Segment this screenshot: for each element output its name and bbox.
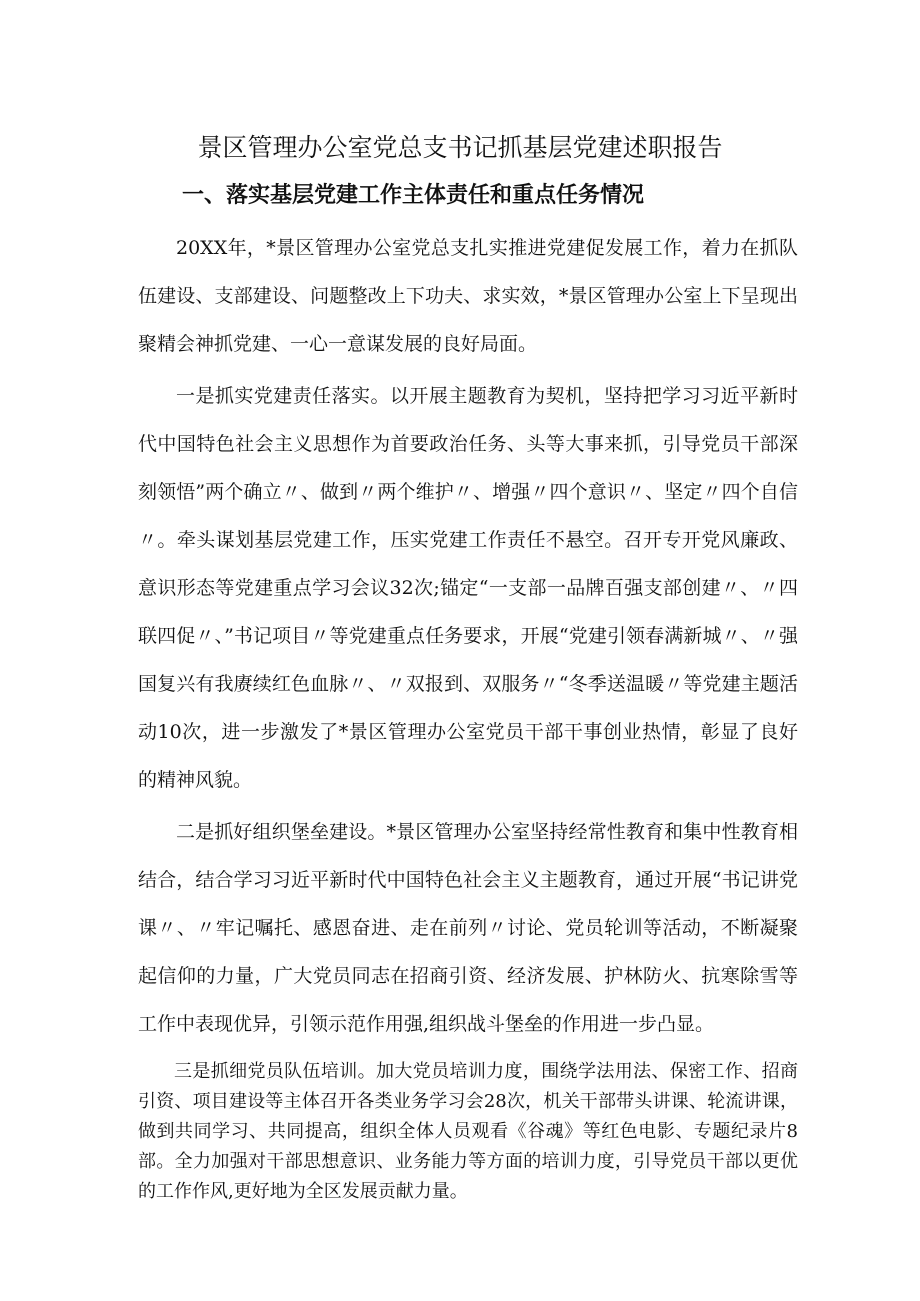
paragraph-intro: 20XX年，*景区管理办公室党总支扎实推进党建促发展工作，着力在抓队伍建设、支部建设、问题整改上下功夫、求实效，*景区管理办公室上下呈现出聚精会神抓党建、一心一意谋发展的良好局面。 — [138, 237, 798, 355]
paragraph-training: 三是抓细党员队伍培训。加大党员培训力度，围绕学法用法、保密工作、招商引资、项目建设等主体召开各类业务学习会28次，机关干部带头讲课、轮流讲课，做到共同学习、共同提高，组织全体人员观看《谷魂》等红色电影、专题纪录片8部。全力加强对干部思想意识、业务能力等方面的培训力度，引导党员干部以更优的工作作风,更好地为全区发展贡献力量。 — [138, 1061, 798, 1202]
paragraph-organization: 二是抓好组织堡垒建设。*景区管理办公室坚持经常性教育和集中性教育相结合，结合学习习近平新时代中国特色社会主义主题教育，通过开展“书记讲党课〃、〃牢记嘱托、感恩奋进、走在前列〃讨论、党员轮训等活动，不断凝聚起信仰的力量，广大党员同志在招商引资、经济发展、护林防火、抗寒除雪等工作中表现优异，引领示范作用强,组织战斗堡垒的作用进一步凸显。 — [138, 821, 798, 1035]
section-heading: 一、落实基层党建工作主体责任和重点任务情况 — [182, 183, 645, 208]
document-title: 景区管理办公室党总支书记抓基层党建述职报告 — [197, 133, 723, 162]
paragraph-responsibility: 一是抓实党建责任落实。以开展主题教育为契机，坚持把学习习近平新时代中国特色社会主义思想作为首要政治任务、头等大事来抓，引导党员干部深刻领悟”两个确立〃、做到〃两个维护〃、增强〃四个意识〃、坚定〃四个自信〃。牵头谋划基层党建工作，压实党建工作责任不悬空。召开专开党风廉政、意识形态等党建重点学习会议32次;锚定“一支部一品牌百强支部创建〃、〃四联四促〃、”书记项目〃等党建重点任务要求，开展“党建引领春满新城〃、〃强国复兴有我赓续红色血脉〃、〃双报到、双服务〃“冬季送温暖〃等党建主题活动10次，进一步激发了*景区管理办公室党员干部干事创业热情，彰显了良好的精神风貌。 — [138, 385, 798, 791]
